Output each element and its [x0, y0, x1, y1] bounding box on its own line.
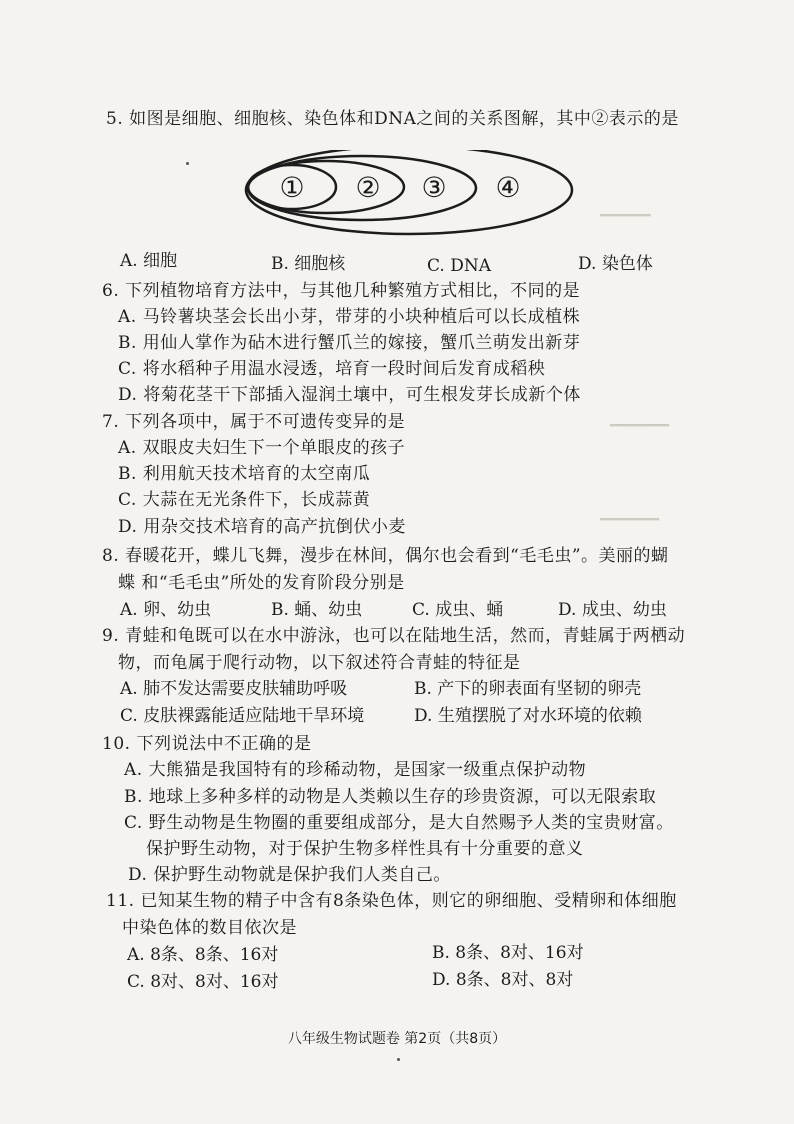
q7-option-c: C. 大蒜在无光条件下，长成蒜黄	[118, 490, 371, 510]
q7-stem: 7. 下列各项中，属于不可遗传变异的是	[102, 412, 406, 432]
bleed-through-text: ━━━━━━━	[610, 418, 670, 434]
q9-option-c: C. 皮肤裸露能适应陆地干旱环境	[120, 706, 365, 726]
q5-option-b: B. 细胞核	[271, 254, 346, 274]
q8-option-b: B. 蛹、幼虫	[271, 600, 363, 620]
q8-option-d: D. 成虫、幼虫	[558, 600, 667, 620]
q6-stem: 6. 下列植物培育方法中，与其他几种繁殖方式相比，不同的是	[102, 281, 581, 301]
diagram-label-1: ①	[279, 171, 305, 204]
ellipse-2	[248, 161, 404, 213]
q10-option-c: C. 野生动物是生物圈的重要组成部分，是大自然赐予人类的宝贵财富。	[124, 813, 674, 833]
bleed-through-text: ━━━━━━━	[600, 512, 660, 528]
q6-option-b: B. 用仙人掌作为砧木进行蟹爪兰的嫁接，蟹爪兰萌发出新芽	[118, 333, 581, 353]
diagram-label-3: ③	[421, 171, 447, 204]
q8-stem-line2: 蝶 和“毛毛虫”所处的发育阶段分别是	[118, 573, 405, 593]
diagram-label-2: ②	[355, 171, 381, 204]
scan-speck	[397, 1058, 400, 1061]
q7-option-b: B. 利用航天技术培育的太空南瓜	[118, 464, 371, 484]
q11-stem-line1: 11. 已知某生物的精子中含有8条染色体，则它的卵细胞、受精卵和体细胞	[106, 891, 677, 911]
q11-option-b: B. 8条、8对、16对	[432, 943, 584, 963]
q11-option-c: C. 8对、8对、16对	[127, 972, 279, 992]
q9-stem-line1: 9. 青蛙和龟既可以在水中游泳，也可以在陆地生活，然而，青蛙属于两栖动	[102, 626, 686, 646]
q9-option-d: D. 生殖摆脱了对水环境的依赖	[414, 706, 642, 726]
q7-option-d: D. 用杂交技术培育的高产抗倒伏小麦	[118, 517, 406, 537]
q5-option-d: D. 染色体	[578, 254, 653, 274]
q11-option-a: A. 8条、8条、16对	[127, 945, 279, 965]
q6-option-c: C. 将水稻种子用温水浸透，培育一段时间后发育成稻秧	[118, 359, 546, 379]
q9-option-b: B. 产下的卵表面有坚韧的卵壳	[414, 679, 642, 699]
q6-option-a: A. 马铃薯块茎会长出小芽，带芽的小块种植后可以长成植株	[118, 307, 581, 327]
q10-option-c-continued: 保护野生动物，对于保护生物多样性具有十分重要的意义	[146, 839, 584, 859]
q10-option-b: B. 地球上多种多样的动物是人类赖以生存的珍贵资源，可以无限索取	[124, 787, 657, 807]
q11-option-d: D. 8条、8对、8对	[432, 970, 574, 990]
q8-option-a: A. 卵、幼虫	[120, 600, 212, 620]
q11-stem-line2: 中染色体的数目依次是	[122, 918, 297, 938]
page-footer: 八年级生物试题卷 第2页（共8页）	[287, 1031, 507, 1047]
diagram-label-4: ④	[495, 171, 521, 204]
q10-option-d: D. 保护野生动物就是保护我们人类自己。	[128, 865, 451, 885]
q5-nested-ellipse-diagram	[244, 150, 574, 242]
q9-stem-line2: 物，而龟属于爬行动物，以下叙述符合青蛙的特征是	[118, 653, 521, 673]
q9-option-a: A. 肺不发达需要皮肤辅助呼吸	[120, 679, 348, 699]
bleed-through-text: ━━━━━━	[600, 208, 651, 224]
q5-stem: 5. 如图是细胞、细胞核、染色体和DNA之间的关系图解，其中②表示的是	[106, 109, 679, 129]
q7-option-a: A. 双眼皮夫妇生下一个单眼皮的孩子	[118, 438, 406, 458]
q8-option-c: C. 成虫、蛹	[412, 600, 504, 620]
q10-stem: 10. 下列说法中不正确的是	[102, 734, 312, 754]
q8-stem-line1: 8. 春暖花开，蝶儿飞舞，漫步在林间，偶尔也会看到“毛毛虫”。美丽的蝴	[102, 546, 669, 566]
q6-option-d: D. 将菊花茎干下部插入湿润土壤中，可生根发芽长成新个体	[118, 385, 581, 405]
scan-speck	[186, 162, 189, 165]
q5-option-a: A. 细胞	[120, 251, 178, 271]
q10-option-a: A. 大熊猫是我国特有的珍稀动物，是国家一级重点保护动物	[124, 760, 587, 780]
q5-option-c: C. DNA	[427, 256, 491, 276]
